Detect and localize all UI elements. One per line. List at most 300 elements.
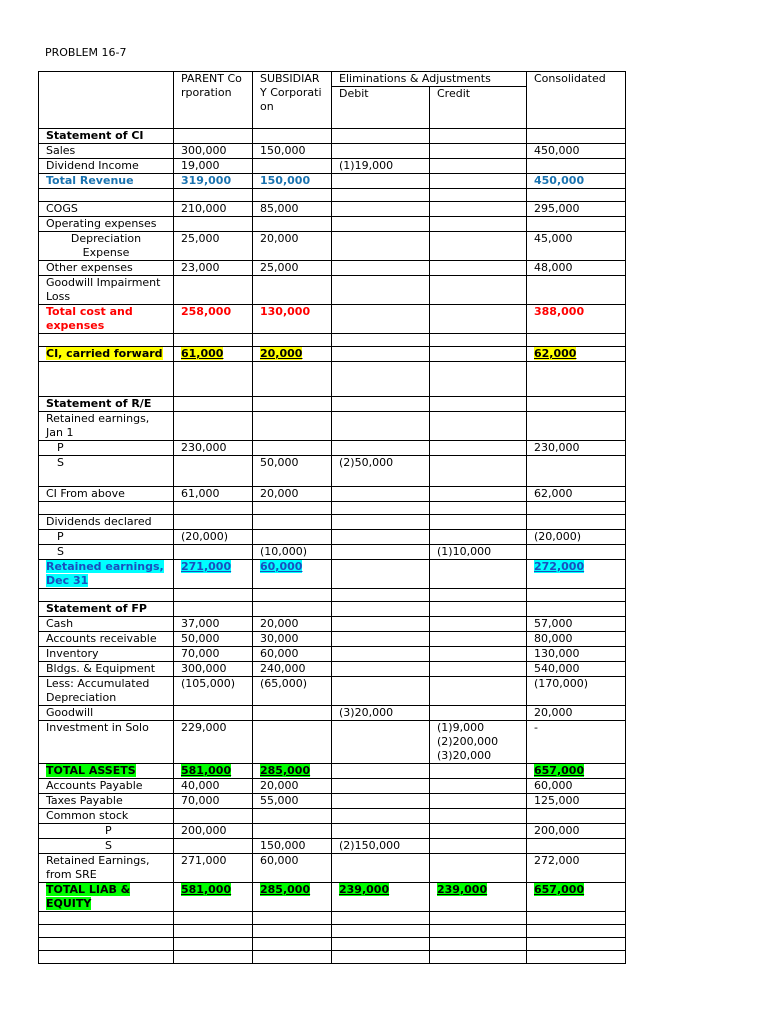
worksheet-row (39, 174, 626, 189)
cell-debit (332, 647, 430, 662)
cell-parent (174, 721, 253, 764)
cell-subsidiary (253, 362, 332, 397)
cell-consolidated (527, 334, 626, 347)
worksheet-row (39, 647, 626, 662)
cell-label (39, 545, 174, 560)
cell-parent (174, 602, 253, 617)
cell-label (39, 662, 174, 677)
cell-consolidated (527, 159, 626, 174)
cell-label (39, 347, 174, 362)
cell-subsidiary (253, 662, 332, 677)
cell-credit (430, 560, 527, 589)
worksheet-row (39, 232, 626, 261)
cell-parent (174, 764, 253, 779)
cell-parent (174, 545, 253, 560)
cell-label (39, 677, 174, 706)
worksheet-row (39, 938, 626, 951)
cell-label-text: CI From above (46, 487, 125, 500)
cell-debit-text: (2)150,000 (339, 839, 401, 852)
cell-credit (430, 144, 527, 159)
cell-debit (332, 764, 430, 779)
cell-debit-text: (2)50,000 (339, 456, 394, 469)
cell-subsidiary (253, 883, 332, 912)
cell-subsidiary-text: 150,000 (260, 839, 306, 852)
cell-label-text: S (105, 839, 112, 852)
worksheet-row (39, 632, 626, 647)
cell-consolidated (527, 456, 626, 487)
cell-label (39, 174, 174, 189)
cell-subsidiary (253, 174, 332, 189)
cell-consolidated-text: 295,000 (534, 202, 580, 215)
cell-parent-text: 271,000 (181, 854, 227, 867)
cell-consolidated (527, 951, 626, 964)
cell-subsidiary (253, 502, 332, 515)
cell-credit (430, 839, 527, 854)
worksheet-row (39, 951, 626, 964)
cell-consolidated (527, 502, 626, 515)
cell-subsidiary (253, 441, 332, 456)
cell-parent (174, 617, 253, 632)
cell-label (39, 883, 174, 912)
cell-debit (332, 706, 430, 721)
cell-subsidiary (253, 809, 332, 824)
cell-parent (174, 839, 253, 854)
cell-subsidiary (253, 632, 332, 647)
cell-subsidiary (253, 938, 332, 951)
cell-subsidiary (253, 647, 332, 662)
cell-parent (174, 824, 253, 839)
worksheet-row (39, 261, 626, 276)
cell-consolidated-text: 230,000 (534, 441, 580, 454)
cell-subsidiary (253, 677, 332, 706)
cell-label (39, 530, 174, 545)
worksheet-row (39, 794, 626, 809)
cell-parent (174, 276, 253, 305)
cell-label-text: Retained earnings, Jan 1 (46, 412, 150, 439)
header-credit: Credit (430, 87, 527, 129)
cell-parent-text: 271,000 (181, 560, 232, 573)
header-subsidiary: SUBSIDIARY Corporation (253, 72, 332, 129)
cell-subsidiary-text: 55,000 (260, 794, 299, 807)
cell-consolidated (527, 545, 626, 560)
worksheet-row (39, 202, 626, 217)
cell-label (39, 721, 174, 764)
cell-label-text: Common stock (46, 809, 129, 822)
cell-label (39, 334, 174, 347)
cell-credit (430, 883, 527, 912)
cell-parent (174, 441, 253, 456)
worksheet-row (39, 502, 626, 515)
cell-debit (332, 347, 430, 362)
cell-label-text: Statement of CI (46, 129, 144, 142)
cell-consolidated-text: 20,000 (534, 706, 573, 719)
cell-debit (332, 530, 430, 545)
cell-label (39, 602, 174, 617)
cell-debit (332, 397, 430, 412)
cell-label-text: S (57, 456, 64, 469)
cell-parent (174, 397, 253, 412)
cell-consolidated (527, 530, 626, 545)
cell-consolidated (527, 441, 626, 456)
cell-label (39, 839, 174, 854)
cell-label-text: Total cost and expenses (46, 305, 133, 332)
worksheet-row (39, 159, 626, 174)
cell-credit (430, 174, 527, 189)
cell-label (39, 441, 174, 456)
cell-consolidated (527, 617, 626, 632)
cell-subsidiary (253, 305, 332, 334)
cell-credit (430, 412, 527, 441)
worksheet-row (39, 305, 626, 334)
cell-credit (430, 617, 527, 632)
cell-label (39, 397, 174, 412)
cell-debit-text: (3)20,000 (339, 706, 394, 719)
cell-label (39, 824, 174, 839)
worksheet-row (39, 412, 626, 441)
worksheet-row (39, 912, 626, 925)
cell-debit (332, 617, 430, 632)
cell-consolidated (527, 276, 626, 305)
cell-debit (332, 589, 430, 602)
cell-label (39, 938, 174, 951)
cell-subsidiary-text: 285,000 (260, 764, 311, 777)
cell-parent (174, 347, 253, 362)
cell-subsidiary (253, 232, 332, 261)
cell-parent (174, 217, 253, 232)
cell-debit (332, 129, 430, 144)
cell-credit (430, 305, 527, 334)
cell-subsidiary (253, 276, 332, 305)
cell-consolidated (527, 347, 626, 362)
cell-parent (174, 144, 253, 159)
cell-debit (332, 276, 430, 305)
cell-parent-text: 61,000 (181, 487, 220, 500)
cell-debit (332, 883, 430, 912)
cell-credit (430, 217, 527, 232)
cell-parent (174, 925, 253, 938)
cell-credit (430, 824, 527, 839)
cell-subsidiary-text: 50,000 (260, 456, 299, 469)
cell-credit (430, 589, 527, 602)
cell-label (39, 202, 174, 217)
worksheet-row (39, 129, 626, 144)
cell-consolidated-text: 540,000 (534, 662, 580, 675)
cell-subsidiary (253, 397, 332, 412)
cell-label (39, 487, 174, 502)
cell-label (39, 632, 174, 647)
cell-credit (430, 347, 527, 362)
cell-consolidated-text: (20,000) (534, 530, 582, 543)
cell-subsidiary (253, 794, 332, 809)
cell-parent-text: (20,000) (181, 530, 229, 543)
worksheet-row (39, 334, 626, 347)
cell-consolidated (527, 824, 626, 839)
worksheet-row (39, 662, 626, 677)
cell-label-text: Less: Accumulated Depreciation (46, 677, 150, 704)
cell-debit (332, 951, 430, 964)
cell-debit (332, 515, 430, 530)
cell-consolidated (527, 487, 626, 502)
cell-consolidated-text: 130,000 (534, 647, 580, 660)
cell-consolidated (527, 362, 626, 397)
worksheet-row (39, 441, 626, 456)
worksheet-row (39, 925, 626, 938)
cell-consolidated (527, 677, 626, 706)
cell-subsidiary (253, 589, 332, 602)
cell-label (39, 232, 174, 261)
cell-debit (332, 487, 430, 502)
cell-label (39, 502, 174, 515)
cell-consolidated-text: 57,000 (534, 617, 573, 630)
worksheet-row (39, 456, 626, 487)
cell-label-text: P (105, 824, 112, 837)
cell-label-text: Cash (46, 617, 74, 630)
cell-parent (174, 202, 253, 217)
cell-subsidiary (253, 487, 332, 502)
cell-subsidiary-text: (10,000) (260, 545, 308, 558)
worksheet-row (39, 617, 626, 632)
worksheet-row (39, 560, 626, 589)
cell-consolidated (527, 779, 626, 794)
cell-label-text: CI, carried forward (46, 347, 163, 360)
cell-parent (174, 779, 253, 794)
cell-subsidiary-text: 60,000 (260, 854, 299, 867)
cell-label-text: COGS (46, 202, 78, 215)
cell-label-text: TOTAL ASSETS (46, 764, 136, 777)
cell-debit (332, 261, 430, 276)
worksheet-row (39, 824, 626, 839)
worksheet-row (39, 839, 626, 854)
cell-consolidated-text: 60,000 (534, 779, 573, 792)
cell-consolidated-text: 200,000 (534, 824, 580, 837)
cell-subsidiary-text: 150,000 (260, 144, 306, 157)
cell-debit-text: (1)19,000 (339, 159, 394, 172)
cell-credit-text: (1)10,000 (437, 545, 492, 558)
cell-subsidiary-text: 60,000 (260, 647, 299, 660)
cell-consolidated-text: - (534, 721, 538, 734)
cell-debit (332, 334, 430, 347)
worksheet-row (39, 189, 626, 202)
cell-subsidiary (253, 144, 332, 159)
cell-parent-text: 319,000 (181, 174, 232, 187)
cell-label (39, 129, 174, 144)
cell-consolidated (527, 721, 626, 764)
cell-consolidated (527, 560, 626, 589)
cell-consolidated-text: 272,000 (534, 560, 585, 573)
cell-credit (430, 129, 527, 144)
cell-subsidiary (253, 456, 332, 487)
cell-parent-text: 40,000 (181, 779, 220, 792)
cell-label (39, 925, 174, 938)
cell-consolidated (527, 883, 626, 912)
cell-credit (430, 938, 527, 951)
cell-credit-text: (1)9,000 (2)200,000 (3)20,000 (437, 721, 499, 762)
cell-debit (332, 925, 430, 938)
cell-credit (430, 779, 527, 794)
cell-subsidiary (253, 839, 332, 854)
cell-debit (332, 174, 430, 189)
cell-parent (174, 677, 253, 706)
cell-subsidiary-text: 130,000 (260, 305, 311, 318)
cell-credit (430, 647, 527, 662)
cell-parent (174, 232, 253, 261)
cell-subsidiary (253, 925, 332, 938)
cell-parent (174, 530, 253, 545)
cell-credit (430, 925, 527, 938)
worksheet-row (39, 487, 626, 502)
cell-parent-text: 230,000 (181, 441, 227, 454)
cell-consolidated (527, 854, 626, 883)
cell-label-text: Dividends declared (46, 515, 152, 528)
cell-credit (430, 159, 527, 174)
cell-credit (430, 764, 527, 779)
cell-label-text: Total Revenue (46, 174, 134, 187)
cell-parent-text: 23,000 (181, 261, 220, 274)
cell-debit (332, 412, 430, 441)
worksheet-row (39, 144, 626, 159)
cell-parent-text: 200,000 (181, 824, 227, 837)
cell-credit (430, 545, 527, 560)
cell-subsidiary-text: 20,000 (260, 487, 299, 500)
cell-consolidated-text: 62,000 (534, 347, 577, 360)
cell-label-text: P (57, 441, 64, 454)
cell-consolidated-text: 657,000 (534, 764, 585, 777)
cell-label-text: Statement of FP (46, 602, 147, 615)
cell-subsidiary (253, 951, 332, 964)
cell-parent-text: 210,000 (181, 202, 227, 215)
worksheet-row (39, 764, 626, 779)
cell-subsidiary (253, 617, 332, 632)
cell-consolidated (527, 938, 626, 951)
consolidation-worksheet (38, 71, 626, 964)
cell-parent-text: 70,000 (181, 647, 220, 660)
cell-subsidiary-text: 20,000 (260, 617, 299, 630)
cell-consolidated (527, 515, 626, 530)
cell-debit (332, 824, 430, 839)
cell-credit (430, 502, 527, 515)
worksheet-row (39, 677, 626, 706)
cell-label (39, 305, 174, 334)
cell-subsidiary-text: 150,000 (260, 174, 311, 187)
cell-subsidiary (253, 347, 332, 362)
cell-subsidiary (253, 129, 332, 144)
cell-subsidiary (253, 159, 332, 174)
header-consolidated: Consolidated (527, 72, 626, 129)
cell-label-text: Accounts receivable (46, 632, 157, 645)
worksheet-row (39, 589, 626, 602)
cell-label (39, 647, 174, 662)
worksheet-row (39, 809, 626, 824)
cell-subsidiary-text: 60,000 (260, 560, 303, 573)
cell-label (39, 261, 174, 276)
cell-parent (174, 174, 253, 189)
cell-parent-text: 25,000 (181, 232, 220, 245)
cell-credit (430, 602, 527, 617)
worksheet-row (39, 602, 626, 617)
cell-label (39, 362, 174, 397)
cell-label-text: Accounts Payable (46, 779, 143, 792)
cell-consolidated (527, 261, 626, 276)
cell-debit (332, 159, 430, 174)
cell-subsidiary (253, 824, 332, 839)
cell-credit (430, 397, 527, 412)
header-row (39, 72, 626, 87)
cell-subsidiary (253, 912, 332, 925)
cell-parent-text: 19,000 (181, 159, 220, 172)
worksheet-row (39, 779, 626, 794)
cell-consolidated (527, 144, 626, 159)
cell-debit (332, 662, 430, 677)
cell-parent (174, 706, 253, 721)
cell-debit (332, 144, 430, 159)
cell-consolidated (527, 589, 626, 602)
cell-subsidiary-text: 20,000 (260, 347, 303, 360)
cell-subsidiary (253, 202, 332, 217)
cell-subsidiary (253, 721, 332, 764)
cell-consolidated (527, 174, 626, 189)
cell-parent (174, 502, 253, 515)
cell-parent (174, 662, 253, 677)
cell-label (39, 189, 174, 202)
cell-credit (430, 912, 527, 925)
cell-consolidated (527, 809, 626, 824)
cell-consolidated (527, 217, 626, 232)
cell-debit (332, 217, 430, 232)
cell-parent (174, 809, 253, 824)
cell-parent (174, 951, 253, 964)
cell-credit (430, 632, 527, 647)
cell-consolidated-text: 62,000 (534, 487, 573, 500)
cell-parent-text: 50,000 (181, 632, 220, 645)
cell-consolidated-text: (170,000) (534, 677, 589, 690)
cell-credit (430, 334, 527, 347)
header-eliminations: Eliminations & Adjustments (332, 72, 527, 87)
cell-subsidiary-text: 30,000 (260, 632, 299, 645)
cell-credit (430, 721, 527, 764)
cell-label-text: Retained earnings, Dec 31 (46, 560, 164, 587)
cell-debit (332, 545, 430, 560)
cell-parent (174, 159, 253, 174)
cell-label (39, 217, 174, 232)
worksheet-row (39, 721, 626, 764)
cell-consolidated (527, 397, 626, 412)
cell-parent-text: 258,000 (181, 305, 232, 318)
cell-label (39, 412, 174, 441)
cell-parent (174, 261, 253, 276)
cell-parent-text: 229,000 (181, 721, 227, 734)
cell-parent (174, 487, 253, 502)
cell-consolidated-text: 45,000 (534, 232, 573, 245)
cell-credit (430, 809, 527, 824)
worksheet-row (39, 545, 626, 560)
cell-debit (332, 189, 430, 202)
cell-credit (430, 951, 527, 964)
cell-consolidated-text: 48,000 (534, 261, 573, 274)
cell-label-text: Dividend Income (46, 159, 139, 172)
cell-label (39, 912, 174, 925)
cell-parent (174, 456, 253, 487)
cell-subsidiary (253, 261, 332, 276)
cell-label-text: Bldgs. & Equipment (46, 662, 156, 675)
cell-consolidated (527, 662, 626, 677)
cell-subsidiary-text: 25,000 (260, 261, 299, 274)
cell-subsidiary-text: 240,000 (260, 662, 306, 675)
cell-debit (332, 938, 430, 951)
worksheet-row (39, 217, 626, 232)
cell-parent (174, 129, 253, 144)
cell-parent (174, 794, 253, 809)
cell-debit-text: 239,000 (339, 883, 390, 896)
